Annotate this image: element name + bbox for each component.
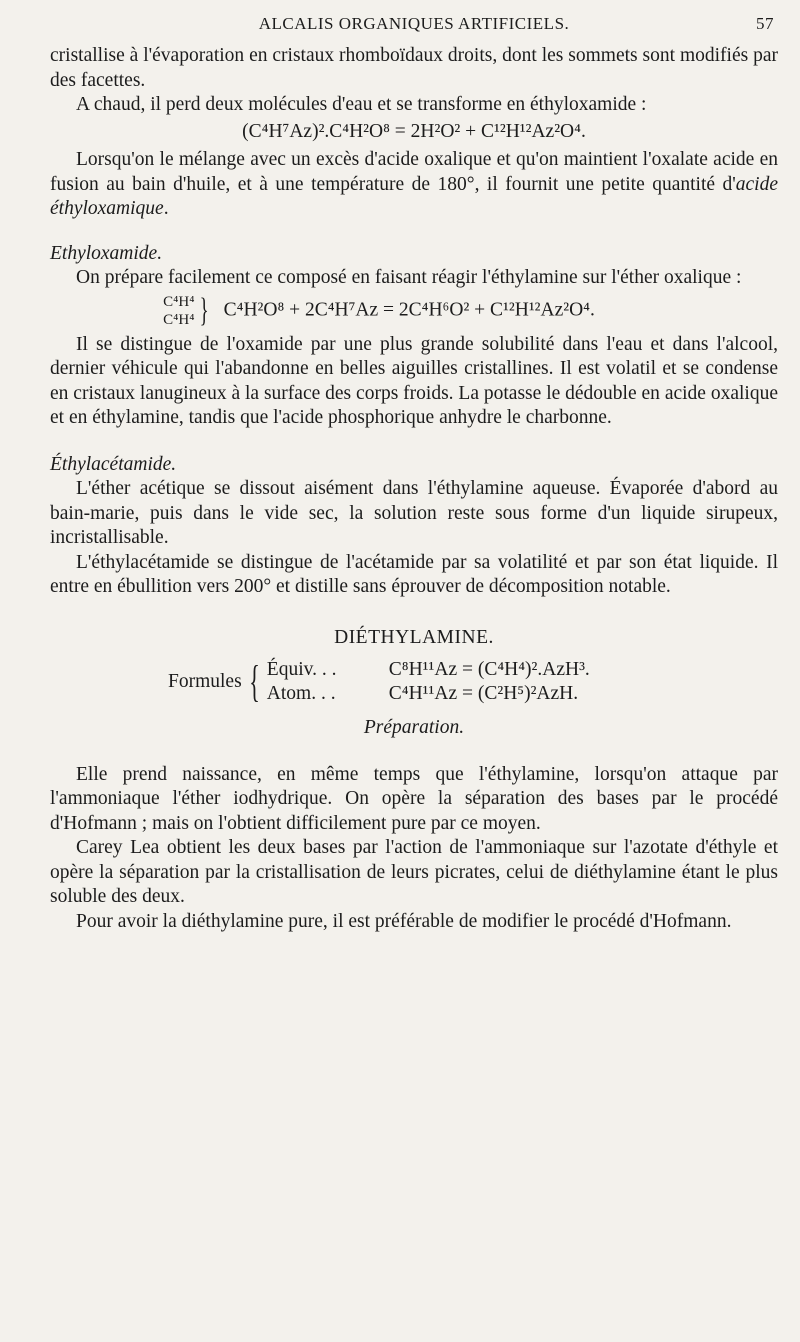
paragraph-6: L'éther acétique se dissout aisément dans l'éthylamine aqueuse. Évaporée d'abord au bain-marie, puis dans le vide sec, la solution reste sous forme d'un liquide sirupeux, incristallisable. <box>50 478 778 548</box>
paragraph-7: L'éthylacétamide se distingue de l'acétamide par sa volatilité et par son état liquide. Il entre en ébullition vers 200° et distille sans éprouver de décomposition notable. <box>50 551 778 597</box>
header-title: ALCALIS ORGANIQUES ARTIFICIELS. <box>258 14 570 33</box>
formule-row <box>267 658 590 682</box>
right-brace-icon: } <box>200 291 210 329</box>
paragraph-9: Carey Lea obtient les deux bases par l'action de l'ammoniaque sur l'azotate d'éthyle et opère la séparation par la cristallisation de leurs picrates, celui de diéthylamine étant le plus soluble des deux. <box>50 837 778 907</box>
stacked-radicals <box>163 293 219 329</box>
formules-block <box>168 658 778 706</box>
heading-ethylacetamide: Éthylacétamide. <box>50 453 177 475</box>
formule-kind: Atom. . . <box>266 683 336 704</box>
paragraph-1: cristallise à l'évaporation en cristaux rhomboïdaux droits, dont les sommets sont modifiés par des facettes. <box>50 45 778 91</box>
left-brace-icon: { <box>248 657 260 706</box>
paragraph-5: Il se distingue de l'oxamide par une plus grande solubilité dans l'eau et dans l'alcool, dernier véhicule qui l'abandonne en belles aiguilles cristallines. Il est volatil et se condense en cristaux lanugineux à la surface des corps froids. La potasse le dédouble en acide oxalique et en éthylamine, tandis que l'acide phosphorique anhydre le charbonne. <box>50 333 778 428</box>
formule-value: C⁴H¹¹Az = (C²H⁵)²AzH. <box>388 683 579 704</box>
paragraph-4: On prépare facilement ce composé en faisant réagir l'éthylamine sur l'éther oxalique : <box>76 267 742 288</box>
stack-bottom: C⁴H⁴ <box>163 311 195 328</box>
formula-ethyloxamide-preparation <box>50 293 778 329</box>
paragraph-10: Pour avoir la diéthylamine pure, il est préférable de modifier le procédé d'Hofmann. <box>76 910 732 932</box>
formules-label: Formules <box>168 670 242 692</box>
page-body <box>50 44 778 934</box>
paragraph-3 <box>50 148 778 222</box>
formula-rest: C⁴H²O⁸ + 2C⁴H⁷Az = 2C⁴H⁶O² + C¹²H¹²Az²O⁴. <box>223 298 595 320</box>
subtitle-preparation: Préparation. <box>363 717 465 738</box>
heading-ethyloxamide: Ethyloxamide. <box>50 242 163 264</box>
paragraph-3-text: Lorsqu'on le mélange avec un excès d'acide oxalique et qu'on maintient l'oxalate acide en fusion au bain d'huile, et à une température de 180°, il fournit une petite quantité d' <box>50 149 778 195</box>
paragraph-2: A chaud, il perd deux molécules d'eau et se transforme en éthyloxamide : <box>76 94 647 115</box>
formule-value: C⁸H¹¹Az = (C⁴H⁴)².AzH³. <box>388 659 590 680</box>
formule-kind: Équiv. . . <box>266 659 337 680</box>
stack-top: C⁴H⁴ <box>163 293 195 310</box>
formula-ethyloxamide-conversion: (C⁴H⁷Az)².C⁴H²O⁸ = 2H²O² + C¹²H¹²Az²O⁴. <box>242 120 586 142</box>
section-title: DIÉTHYLAMINE. <box>334 626 494 648</box>
formule-row <box>267 682 590 706</box>
paragraph-8: Elle prend naissance, en même temps que l'éthylamine, lorsqu'on attaque par l'ammoniaque l'éther iodhydrique. On opère la séparation des bases par le procédé d'Hofmann ; mais on l'obtient difficilement pure par ce moyen. <box>50 763 778 834</box>
running-header <box>50 14 778 40</box>
paragraph-3-end: . <box>163 198 169 219</box>
term-acide-ethyloxamique: acide éthyloxamique <box>50 173 778 219</box>
page-number: 57 <box>756 14 774 33</box>
